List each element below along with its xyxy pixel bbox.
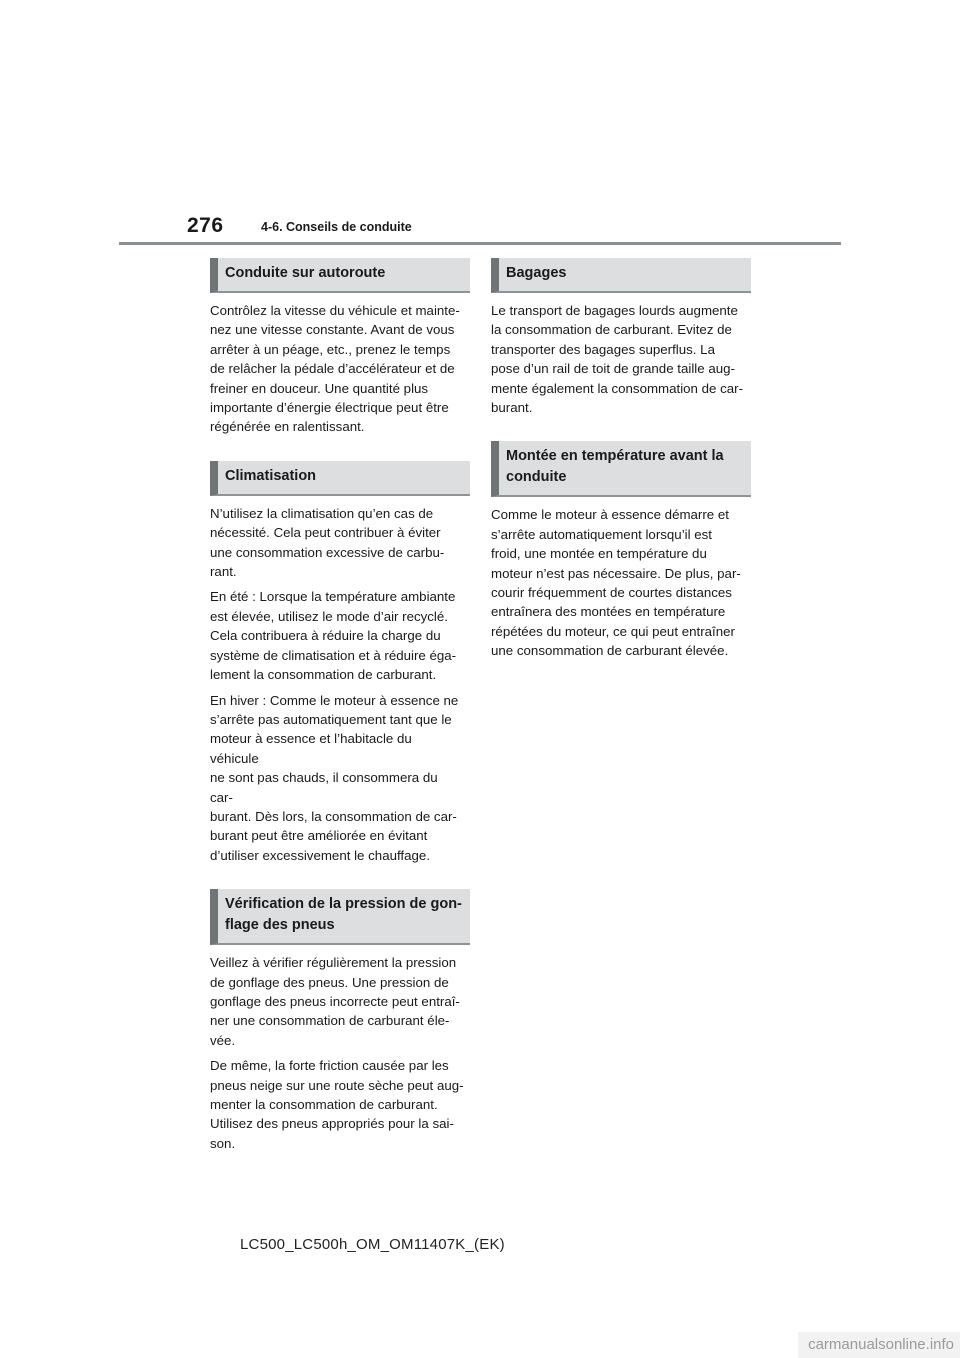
heading-pression-pneus: Vérification de la pression de gon- flage des pneus — [210, 889, 470, 945]
paragraph-pression-pneus: Veillez à vérifier régulièrement la pression de gonflage des pneus. Une pression de gonflage des pneus incorrecte peut entraî- ner une consommation de carburant éle- vée. — [210, 955, 460, 1048]
watermark: carmanualsonline.info — [798, 1332, 960, 1358]
header-divider — [119, 242, 841, 245]
paragraph-autoroute: Contrôlez la vitesse du véhicule et mainte- nez une vitesse constante. Avant de vous arrêter à un péage, etc., prenez le temps de relâcher la pédale d’accélérateur et de freiner en douceur. Une quantité plus importante d’énergie électrique peut être régénérée en ralentissant. — [210, 303, 460, 435]
heading-bagages: Bagages — [491, 258, 751, 293]
paragraph-climatisation-ete: En été : Lorsque la température ambiante est élevée, utilisez le mode d’air recyclé. Cela contribuera à réduire la charge du système de climatisation et à réduire éga- lement la consommation de carburant. — [210, 589, 457, 683]
page-number: 276 — [187, 214, 224, 237]
paragraph-climatisation-1: N’utilisez la climatisation qu’en cas de nécessité. Cela peut contribuer à éviter une consommation excessive de carbu- rant. — [210, 505, 445, 580]
heading-montee-temperature: Montée en température avant la conduite — [491, 441, 751, 497]
paragraph-bagages: Le transport de bagages lourds augmente la consommation de carburant. Evitez de transporter des bagages superflus. La pose d’un rail de toit de grande taille aug- mente également la consommation de car- burant. — [491, 303, 744, 416]
heading-conduite-autoroute: Conduite sur autoroute — [210, 258, 470, 293]
paragraph-pneus-neige: De même, la forte friction causée par les pneus neige sur une route sèche peut aug- menter la consommation de carburant. Utilisez des pneus appropriés pour la sai- son. — [210, 1058, 464, 1151]
section-header: 4-6. Conseils de conduite — [261, 220, 412, 234]
manual-reference: LC500_LC500h_OM_OM11407K_(EK) — [240, 1236, 505, 1253]
paragraph-climatisation-hiver: En hiver : Comme le moteur à essence ne s’arrête pas automatiquement tant que le moteur à essence et l’habitacle du véhicule ne sont pas chauds, il consommera du car- burant. Dès lors, la consommation de car- burant peut être améliorée en évitant d’utiliser excessivement le chauffage. — [210, 692, 459, 863]
paragraph-montee-temperature: Comme le moteur à essence démarre et s’arrête automatiquement lorsqu’il est froid, une montée en température du moteur n’est pas nécessaire. De plus, par- courir fréquemment de courtes distances entraînera des montées en température répétées du moteur, ce qui peut entraîner une consommation de carburant élevée. — [491, 507, 741, 659]
right-column — [491, 258, 751, 661]
left-column — [210, 258, 470, 1153]
heading-climatisation: Climatisation — [210, 461, 470, 496]
